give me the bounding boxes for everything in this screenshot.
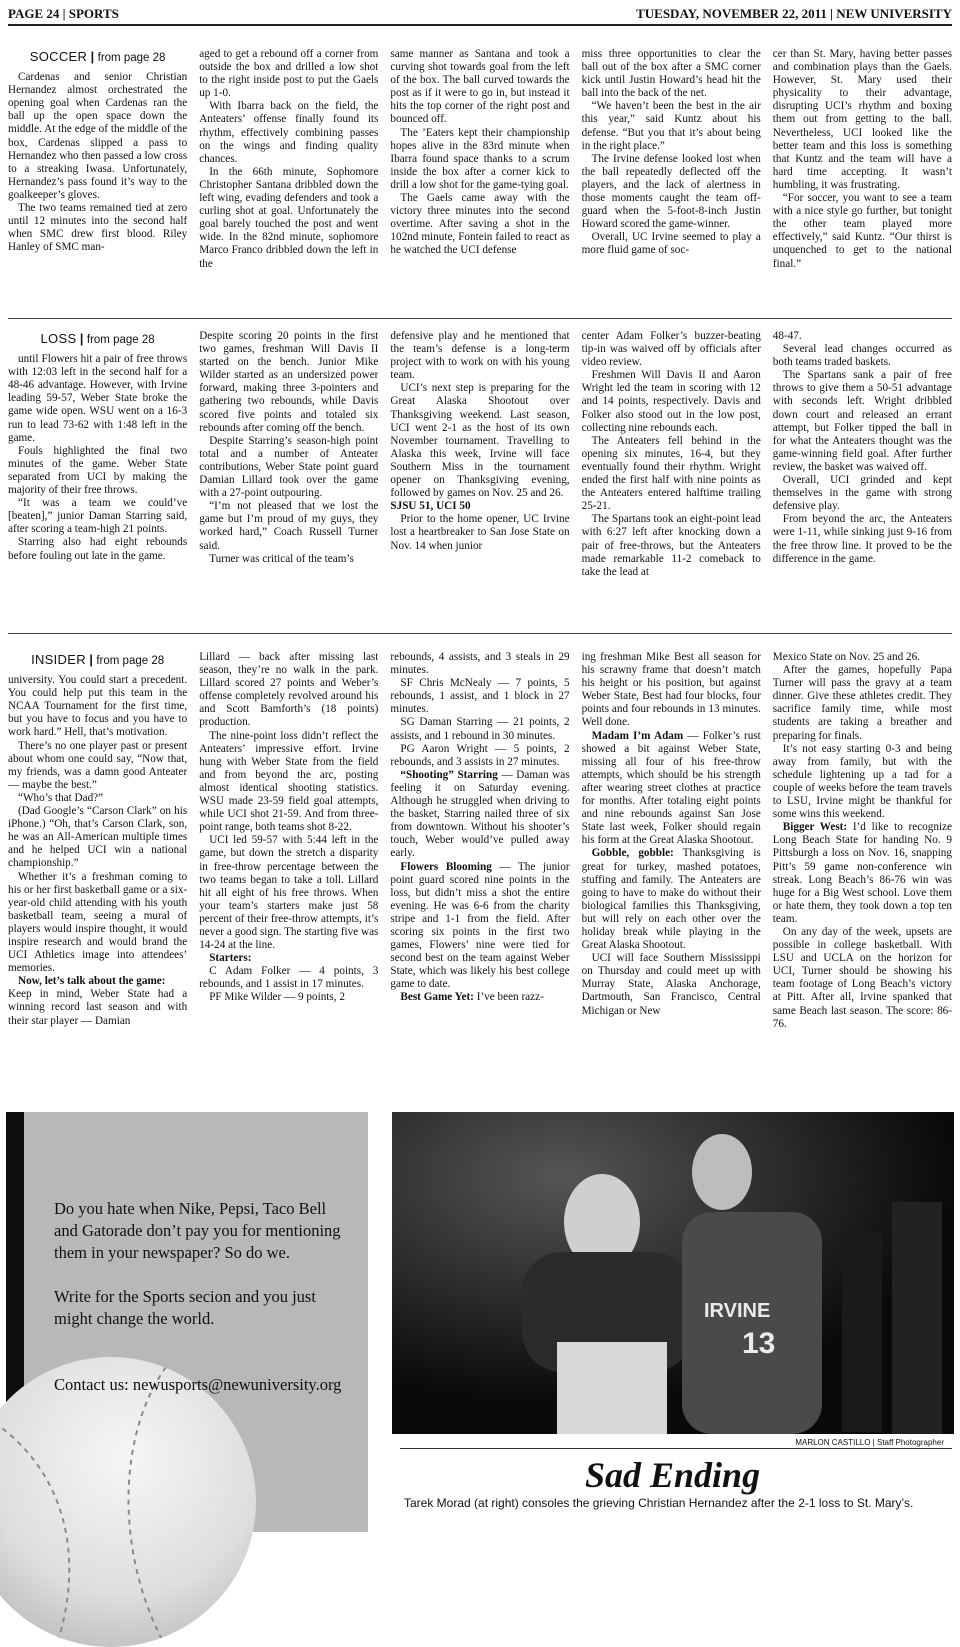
article-column [8,48,187,296]
article-column [773,651,952,1071]
paragraph: The Irvine defense looked lost when the ball repeatedly deflected off the players, and the lack of alertness in those moments caught the team off-guard when the 5-foot-8-inch Justin Howard scored the game-winner. [581,152,761,231]
page-header [8,4,952,26]
paragraph [199,952,378,965]
paragraph: 48-47. [772,330,802,342]
jump-head [8,653,187,668]
paragraph: cer than St. Mary, having better passes and combination plays than the Gaels. However, St. Mary used their physicality to their advantage, disrupting UCI’s rhythm and boxing them out from getting to the ball. Nevertheless, UCI looked like the better team and this loss is something that Kuntz and the team will have a hard time accepting. It wasn’t humbling, it was frustrating. [772,48,952,191]
paragraph: Despite Starring’s season-high point total and a number of Anteater contributions, Weber State point guard Damian Lillard took over the game with a 27-point outpouring. [199,434,379,500]
jump-head [8,332,187,347]
paragraph: university. You could start a precedent. You could help put this team in the NCAA Tournament for the first time, but you have to focus and you have to work hard.” Hell, that’s motivation. [8,674,188,739]
paragraph: Overall, UC Irvine seemed to play a more fluid game of soc- [581,231,761,257]
paragraph: On any day of the week, upsets are possible in college basketball. With LSU and UCLA on the horizon for UCI, Turner should be showing his team footage of Long Beach’s victory at Pitt. After all, Irvine spanked that same Beach last season. The score: 86-76. [772,925,952,1030]
paragraph: From beyond the arc, the Anteaters were 1-11, while sinking just 9-16 from the free throw line. It proved to be the difference in the game. [772,513,952,565]
article-column [582,651,761,1071]
score-subhead: SJSU 51, UCI 50 [390,500,471,513]
ad-text-1: Do you hate when Nike, Pepsi, Taco Bell and Gatorade don’t pay you for mentioning them in your newspaper? So do we. [54,1199,341,1262]
paragraph [8,975,187,988]
jump-head [8,50,187,65]
paragraph: until Flowers hit a pair of free throws with 12:03 left in the second half for a 48-46 advantage. However, with Irvine leading 59-57, Weber State broke the game wide open. WSU went on a 16-3 run to lead 73-62 with 1:48 left in the game. [8,353,188,444]
paragraph: center Adam Folker’s buzzer-beating tip-in was waived off by officials after video review. [581,330,761,369]
paragraph: The Gaels came away with the victory three minutes into the second overtime. After saving a shot in the 102nd minute, Fontein failed to react as he watched the UCI defense [390,192,570,257]
paragraph: Keep in mind, Weber State had a winning record last season and with their star player — Damian [8,988,188,1027]
paragraph: defensive play and he mentioned that the team’s defense is a long-term project with to work on with his young team. [390,330,570,382]
paragraph: It’s not easy starting 0-3 and being away from family, but with the schedule lightening up a tad for a couple of weeks before the team travels to LSU, Irvine might be thankful for some wins this weekend. [772,742,952,821]
bold-lead: “Shooting” Starring [400,768,498,781]
paragraph: The two teams remained tied at zero until 12 minutes into the second half when SMC drew first blood. Riley Hanley of SMC man- [8,202,188,254]
jump-keyword: LOSS [40,331,77,346]
paragraph: After the games, hopefully Papa Turner will pass the gravy at a team dinner. Give these athletes credit. They sacrifice family time, while most students are taking a breather and preparing for finals. [772,664,952,742]
article-column [773,330,952,612]
bold-lead: Flowers Blooming [400,860,492,873]
paragraph: UCI led 59-57 with 5:44 left in the game, but down the stretch a disparity in free-throw percentage between the two teams began to take a toll. Lillard hit all eight of his free throws. When your team’s starters make just 58 percent of their free-throw attempts, it’s never a good sign. The starting five was 14-24 at the line. [199,834,379,952]
paragraph: ing freshman Mike Best all season for his scrawny frame that doesn’t match his height or his position, but against Weber State, Best had four blocks, four points and four rebounds in 13 minutes. Well done. [581,651,761,729]
paragraph: Starring also had eight rebounds before fouling out late in the game. [8,536,188,562]
paragraph: With Ibarra back on the field, the Anteaters’ offense finally found its rhythm, effectively combining passes on the wings and finding quality chances. [199,100,379,165]
paragraph: The nine-point loss didn’t reflect the Anteaters’ impressive effort. Irvine hung with Weber State from the field and from beyond the arc, posting almost identical shooting statistics. WSU made 23-59 field goal attempts, while UCI shot 21-59. And from three-point range, both teams shot 8-22. [199,729,379,834]
paragraph [390,861,569,992]
paragraph: “I’m not pleased that we lost the game but I’m proud of my guys, they worked hard,” Coach Russell Turner said. [199,500,379,552]
article-column [199,330,378,612]
paragraph [582,847,761,952]
paragraph: Fouls highlighted the final two minutes of the game. Weber State separated from UCI by making the majority of their free throws. [8,444,188,497]
jump-separator: | [87,50,98,64]
jersey-number: 13 [742,1327,776,1360]
bold-lead: Gobble, gobble: [591,847,674,860]
paragraph: UCI’s next step is preparing for the Great Alaska Shootout over Thanksgiving weekend. Last season, UCI went 2-1 as the host of its own November tournament. Travelling to Alaska this week, Irvine will face Southern Miss in the tournament opener on Thanksgiving evening, followed by games on Nov. 25 and 26. [390,382,570,500]
paragraph: miss three opportunities to clear the ball out of the box after a SMC corner kick until Justin Howard’s head hit the ball into the back of the net. [581,48,761,100]
photo-caption: Tarek Morad (at right) consoles the grieving Christian Hernandez after the 2-1 loss to St. Mary’s. [404,1496,914,1510]
paragraph: Cardenas and senior Christian Hernandez almost orchestrated the opening goal when Cardenas ran the ball up the open space down the middle. At the edge of the middle of the box, Cardenas slipped a pass to Hernandez who then passed a low cross to a streaking Iwasa. Unfortunately, Hernandez’s pass found it’s way to the goalkeeper’s gloves. [8,71,188,201]
paragraph: Prior to the home opener, UC Irvine lost a heartbreaker to San Jose State on Nov. 14 when junior [390,513,570,552]
paragraph [582,730,761,848]
paragraph: rebounds, 4 assists, and 3 steals in 29 minutes. [390,651,570,677]
jersey-text: IRVINE [704,1300,771,1322]
photo-headline: Sad Ending [585,1455,761,1495]
insider-column [8,651,952,1071]
paragraph-text: I’d like to recognize Long Beach State for handing No. 9 Pittsburgh a loss on Nov. 16, snapping Pitt’s 59 game non-conference win streak. Long Beach’s 86-76 win was huge for a Big West school. Love them or hate them, they took down a top ten team. [772,821,952,925]
paragraph: same manner as Santana and took a curving shot towards goal from the left of the box. The ball curved towards the post as if it were to go in, but instead it hits the top corner of the right post and bounced off. [390,48,570,126]
paragraph: Mexico State on Nov. 25 and 26. [772,651,920,663]
paragraph: In the 66th minute, Sophomore Christopher Santana dribbled down the left wing, evading defenders and took a curling shot at goal. Unfortunately the goal barely touched the post and went wide. In the 82nd minute, sophomore Marco Franco dribbled down the left in the [199,165,379,270]
paragraph: “It was a team we could’ve [beaten],” junior Daman Starring said, after scoring a team-high 21 points. [8,497,188,536]
paragraph-text: — Daman was feeling it on Saturday evening. Although he struggled when driving to the basket, Starring nailed three of six from downtown. Without his shooter’s touch, Weber would’ve pulled away early. [390,768,570,860]
paragraph: Lillard — back after missing last season, they’re no walk in the park. Lillard scored 27 points and Weber’s offense completely revolved around his and Scott Bamforth’s (18 points) production. [199,651,379,729]
ad-text-2: Write for the Sports secion and you just might change the world. [54,1287,316,1328]
jump-from: from page 28 [97,52,166,64]
caption-rule [400,1448,952,1449]
article-column [390,330,569,612]
paragraph [773,821,952,926]
paragraph-text: — The junior point guard scored nine points in the loss, but didn’t miss a shot the entire evening. He was 6-6 from the charity stripe and 1-1 from the field. After scoring six points in the first two games, Flowers’ nine were tied for second best on the team against Weber State, which was likely his best college game to date. [390,860,570,991]
section-divider [8,633,952,634]
paragraph: Despite scoring 20 points in the first two games, freshman Will Davis II started on the bench. Junior Mike Wilder started as an undersized power forward, making three 3-pointers and gathering two rebounds, while Davis scored five points and totaled six rebounds after coming off the bench. [199,330,379,434]
soccer-article [8,48,952,296]
paragraph: “For soccer, you want to see a team with a nice style go further, but tonight the other team played more effectively,” said Kuntz. “Our thirst is unquenched to get to the national final.” [772,192,952,270]
article-column [773,48,952,296]
bold-lead: Best Game Yet: [400,991,474,1004]
jump-separator: | [76,332,87,346]
paragraph: There’s no one player past or present about whom one could say, “Now that, my friends, was a damn good Anteater — maybe the best.” [8,739,188,791]
paragraph-text: Thanksgiving is great for turkey, mashed potatoes, stuffing and family. The Anteaters are going to have to make do without their biological families this Thanksgiving, but will rely on each other over the holiday break while playing in the Great Alaska Shootout. [581,847,761,952]
paragraph: The Spartans sank a pair of free throws to give them a 50-51 advantage with seconds left. Wright dribbled down court and released an errant attempt, but Folker tipped the ball in for what the Anteaters thought was the game-winning field goal. After further review, the basket was waived off. [772,369,952,473]
paragraph: SG Daman Starring — 21 points, 2 assists, and 1 rebound in 30 minutes. [390,716,570,742]
paragraph: Overall, UCI grinded and kept themselves in the game with strong defensive play. [772,474,952,513]
paragraph: Several lead changes occurred as both teams traded baskets. [772,343,952,369]
paragraph: (Dad Google’s “Carson Clark” on his iPhone.) “Oh, that’s Carson Clark, son, he was an All-American multiple times and he helped UCI win a national championship.” [8,805,188,870]
jump-from: from page 28 [86,334,155,346]
jump-keyword: SOCCER [29,49,88,64]
soccer-photo [392,1112,954,1434]
paragraph: “We haven’t been the best in the air this year,” said Kuntz about his defense. “But you that it’s about being in the right place.” [581,100,761,152]
section-divider [8,318,952,319]
article-column [8,651,187,1071]
paragraph: The Anteaters fell behind in the opening six minutes, 16-4, but they eventually found their rhythm. Wright ended the first half with nine points as the Anteaters entered halftime trailing 25-21. [581,434,761,513]
paragraph: UCI will face Southern Mississippi on Thursday and could meet up with Murray State, Alaska Anchorage, Dartmouth, San Francisco, Central Michigan or New [581,952,761,1017]
page-section-label: PAGE 24 | SPORTS [8,6,119,21]
ad-contact: Contact us: newusports@newuniversity.org [54,1375,342,1394]
article-column [8,330,187,612]
photo-credit: MARLON CASTILLO | Staff Photographer [795,1438,944,1447]
paragraph: Turner was critical of the team’s [209,552,354,565]
loss-article [8,330,952,612]
paragraph [390,769,569,861]
bold-lead: Now, let’s talk about the game: [18,975,166,988]
paragraph: PG Aaron Wright — 5 points, 2 rebounds, and 3 assists in 27 minutes. [390,742,570,768]
jump-keyword: INSIDER [31,652,86,667]
paragraph: “Who’s that Dad?” [18,791,104,804]
paragraph: The Spartans took an eight-point lead with 6:27 left after knocking down a pair of free-throws, but the Anteaters made remarkable 11-2 comeback to take the lead at [581,513,761,578]
paragraph-text: — Folker’s rust showed a bit against Weber State, missing all four of his free-throw attempts, which should be his strength after wearing street clothes at practice for months. After totaling eight points and nine rebounds against San Jose State last week, Folker should regain his form at the Great Alaska Shootout. [581,729,761,847]
jump-from: from page 28 [96,655,165,667]
issue-date-label: TUESDAY, NOVEMBER 22, 2011 | NEW UNIVERSITY [636,6,952,21]
paragraph: Freshmen Will Davis II and Aaron Wright led the team in scoring with 12 and 14 points, respectively. Davis and Folker also stood out in the low post, collecting nine rebounds each. [581,369,761,434]
article-column [390,48,569,296]
bold-lead: Starters: [209,952,252,965]
paragraph: Whether it’s a freshman coming to his or her first basketball game or a six-year-old child attending with his youth basketball team, seeing a mural of players would inspire thought, it would inspire research and would brand the UCI Athletics image into attendees’ memories. [8,870,188,975]
bold-lead: Bigger West: [782,821,848,834]
bold-lead: Madam I’m Adam [591,729,684,742]
article-column [199,48,378,296]
article-column [582,330,761,612]
paragraph: PF Mike Wilder — 9 points, 2 [209,991,345,1004]
paragraph: SF Chris McNealy — 7 points, 5 rebounds, 1 assist, and 1 block in 27 minutes. [390,677,570,716]
paragraph [390,991,569,1004]
paragraph-text: I’ve been razz- [473,991,544,1004]
paragraph: aged to get a rebound off a corner from outside the box and drilled a low shot to the right inside post to put the Gaels up 1-0. [199,48,379,100]
jump-separator: | [85,653,97,667]
paragraph: C Adam Folker — 4 points, 3 rebounds, and 1 assist in 17 minutes. [199,965,379,991]
paragraph: The ’Eaters kept their championship hopes alive in the 83rd minute when Ibarra found space thanks to a scrum inside the box after a corner kick to drill a low shot for the game-tying goal. [390,126,570,191]
article-column [199,651,378,1071]
article-column [582,48,761,296]
article-column [390,651,569,1071]
